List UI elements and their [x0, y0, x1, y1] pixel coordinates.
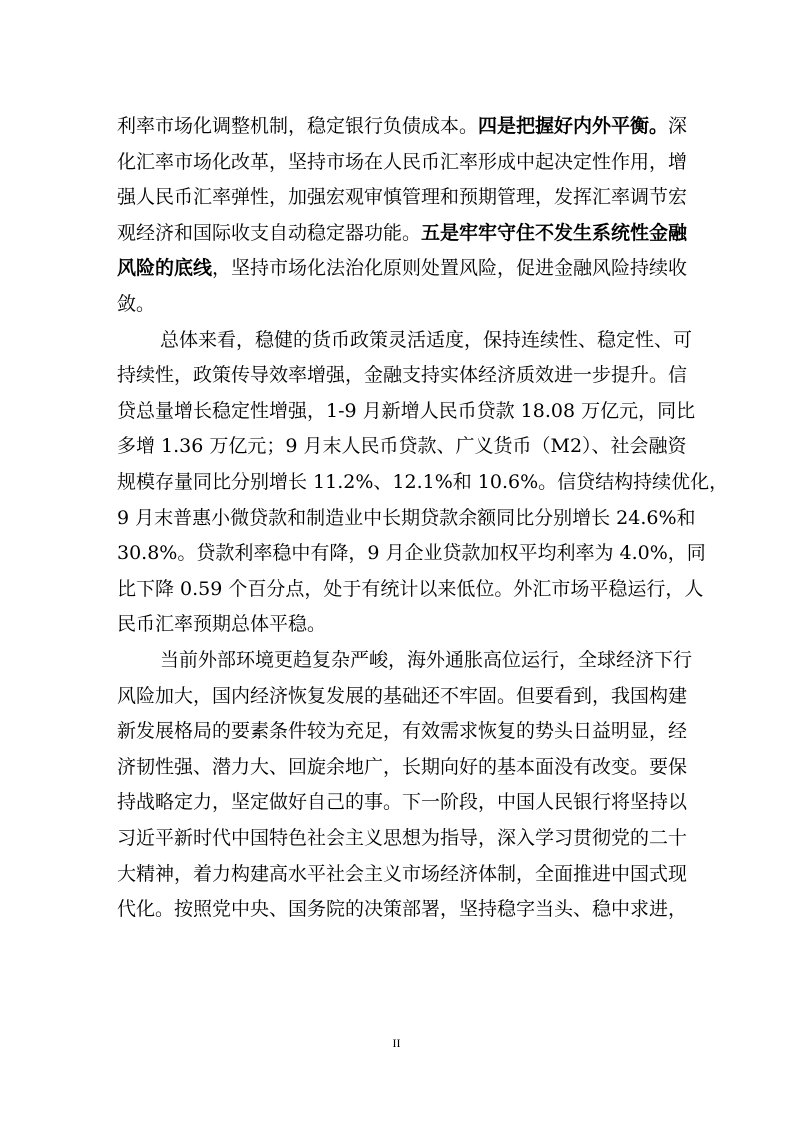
text-segment: 持战略定力，坚定做好自己的事。下一阶段，中国人民银行将坚持以 — [117, 791, 688, 814]
text-segment: 敛。 — [117, 293, 156, 315]
text-segment: 9 月末普惠小微贷款和制造业中长期贷款余额同比分别增长 24.6%和 — [117, 506, 696, 529]
bold-text-segment: 五是牢牢守住不发生系统性金融 — [421, 221, 688, 244]
text-line — [117, 535, 706, 571]
text-line — [117, 108, 688, 144]
text-line — [117, 500, 696, 536]
text-line — [117, 606, 677, 642]
text-segment: 强人民币汇率弹性，加强宏观审慎管理和预期管理，发挥汇率调节宏 — [117, 186, 688, 209]
text-line — [117, 179, 688, 215]
text-segment: 大精神，着力构建高水平社会主义市场经济体制，全面推进中国式现 — [117, 862, 688, 885]
text-line — [117, 144, 688, 180]
text-segment: 济韧性强、潜力大、回旋余地广，长期向好的基本面没有改变。要保 — [117, 755, 688, 778]
text-segment: 多增 1.36 万亿元；9 月末人民币贷款、广义货币（M2）、社会融资 — [117, 435, 687, 458]
text-line — [117, 891, 688, 927]
text-line — [117, 428, 687, 464]
text-segment: 比下降 0.59 个百分点，处于有统计以来低位。外汇市场平稳运行，人 — [117, 577, 704, 600]
text-segment: 化汇率市场化改革，坚持市场在人民币汇率形成中起决定性作用，增 — [117, 150, 688, 173]
text-segment: 习近平新时代中国特色社会主义思想为指导，深入学习贯彻党的二十 — [117, 827, 688, 849]
text-line — [117, 749, 688, 785]
text-segment: ，坚持市场化法治化原则处置风险，促进金融风险持续收 — [212, 257, 688, 280]
text-line — [117, 357, 688, 393]
text-segment: 利率市场化调整机制，稳定银行负债成本。 — [117, 115, 479, 137]
text-segment: 深 — [668, 115, 688, 137]
text-segment: 贷总量增长稳定性增强，1-9 月新增人民币贷款 18.08 万亿元，同比 — [117, 399, 696, 422]
text-segment: 持续性，政策传导效率增强，金融支持实体经济质效进一步提升。信 — [117, 364, 688, 387]
text-line — [160, 642, 693, 678]
bold-text-segment: 四是把握好内外平衡。 — [478, 115, 669, 137]
bold-text-segment: 风险的底线 — [117, 257, 213, 280]
text-line — [117, 393, 696, 429]
text-line — [117, 250, 688, 286]
text-line — [117, 464, 729, 500]
text-segment: 民币汇率预期总体平稳。 — [117, 613, 327, 636]
text-line — [117, 215, 688, 251]
text-segment: 风险加大，国内经济恢复发展的基础还不牢固。但要看到，我国构建 — [117, 684, 688, 707]
text-line — [117, 856, 688, 892]
text-line — [117, 784, 688, 820]
text-segment: 30.8%。贷款利率稳中有降，9 月企业贷款加权平均利率为 4.0%，同 — [117, 542, 706, 565]
text-segment: 当前外部环境更趋复杂严峻，海外通胀高位运行，全球经济下行 — [160, 649, 693, 671]
text-line — [117, 713, 688, 749]
page-number: II — [392, 1036, 401, 1050]
text-line — [117, 678, 688, 714]
text-line — [117, 286, 677, 322]
text-segment: 观经济和国际收支自动稳定器功能。 — [117, 221, 422, 244]
text-line — [117, 571, 704, 607]
text-segment: 规模存量同比分别增长 11.2%、12.1%和 10.6%。信贷结构持续优化， — [117, 471, 729, 493]
text-line — [117, 820, 688, 856]
text-segment: 代化。按照党中央、国务院的决策部署，坚持稳字当头、稳中求进， — [117, 898, 688, 921]
text-line — [160, 322, 693, 358]
text-segment: 新发展格局的要素条件较为充足，有效需求恢复的势头日益明显，经 — [117, 720, 688, 743]
text-segment: 总体来看，稳健的货币政策灵活适度，保持连续性、稳定性、可 — [160, 328, 693, 351]
